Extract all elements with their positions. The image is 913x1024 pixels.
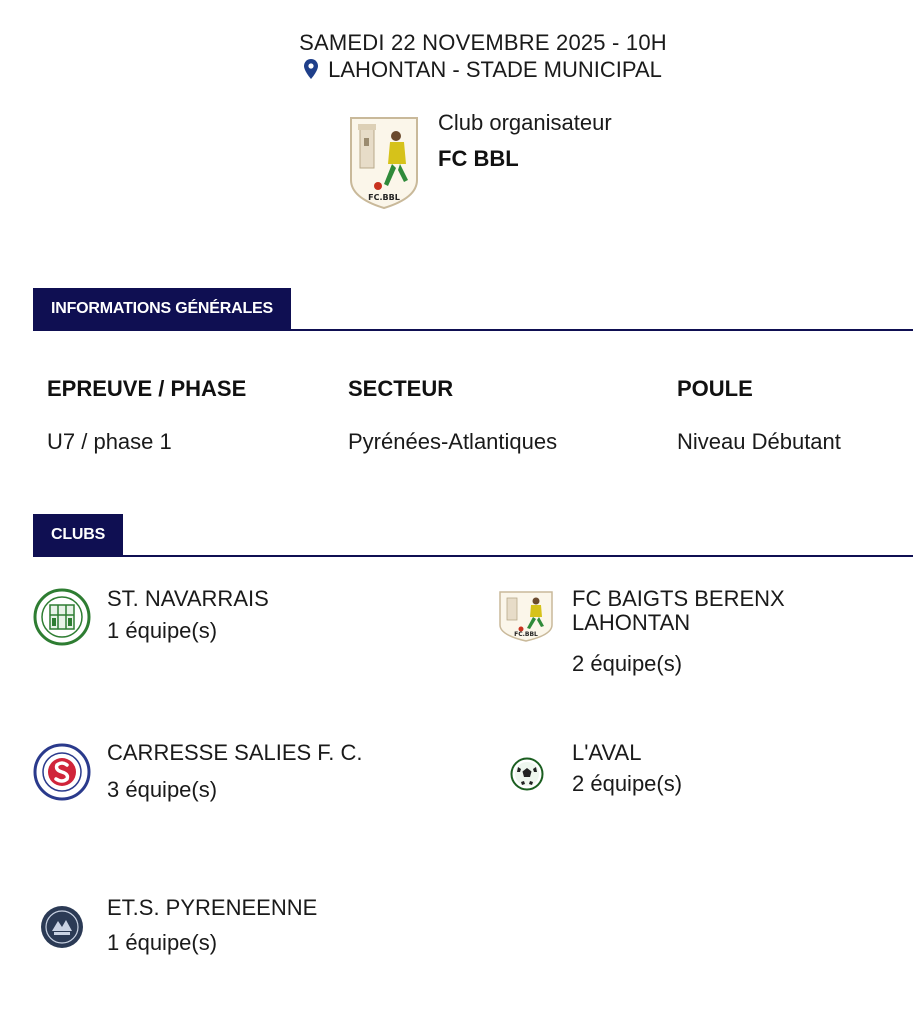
st-navarrais-logo xyxy=(33,588,91,646)
aval-soccer-ball-logo xyxy=(510,757,544,791)
ets-pyreneenne-logo xyxy=(40,905,84,949)
fc-bbl-logo xyxy=(348,114,420,210)
organizer-label: Club organisateur xyxy=(438,110,612,135)
secteur-value: Pyrénées-Atlantiques xyxy=(348,429,558,454)
club-team-count: 3 équipe(s) xyxy=(107,777,218,802)
fc-bbl-logo xyxy=(498,589,554,643)
club-team-count: 1 équipe(s) xyxy=(107,618,218,643)
section-clubs-rule xyxy=(33,555,913,557)
epreuve-value: U7 / phase 1 xyxy=(47,429,172,454)
fc-bbl-logo-text: FC.BBL xyxy=(368,193,400,202)
venue-text: LAHONTAN - STADE MUNICIPAL xyxy=(328,57,662,82)
carresse-salies-logo xyxy=(33,743,91,801)
poule-value: Niveau Débutant xyxy=(677,429,841,454)
organizer-name[interactable]: FC BBL xyxy=(438,146,519,171)
map-pin-icon xyxy=(304,59,318,79)
club-name: FC BAIGTS BERENX xyxy=(572,586,785,611)
club-name: L'AVAL xyxy=(572,740,642,765)
club-team-count: 1 équipe(s) xyxy=(107,930,218,955)
fc-bbl-logo-text: FC.BBL xyxy=(514,631,538,638)
section-general-title: INFORMATIONS GÉNÉRALES xyxy=(33,288,291,329)
club-name: ST. NAVARRAIS xyxy=(107,586,269,611)
club-name: ET.S. PYRENEENNE xyxy=(107,895,318,920)
event-venue[interactable] xyxy=(0,57,913,83)
section-clubs-title: CLUBS xyxy=(33,514,123,555)
club-team-count: 2 équipe(s) xyxy=(572,651,683,676)
epreuve-heading: EPREUVE / PHASE xyxy=(47,376,247,401)
section-general-rule xyxy=(33,329,913,331)
secteur-heading: SECTEUR xyxy=(348,376,454,401)
event-date: SAMEDI 22 NOVEMBRE 2025 - 10H xyxy=(299,30,667,55)
club-team-count: 2 équipe(s) xyxy=(572,771,683,796)
club-name: CARRESSE SALIES F. C. xyxy=(107,740,363,765)
club-name-line2: LAHONTAN xyxy=(572,610,691,635)
poule-heading: POULE xyxy=(677,376,753,401)
